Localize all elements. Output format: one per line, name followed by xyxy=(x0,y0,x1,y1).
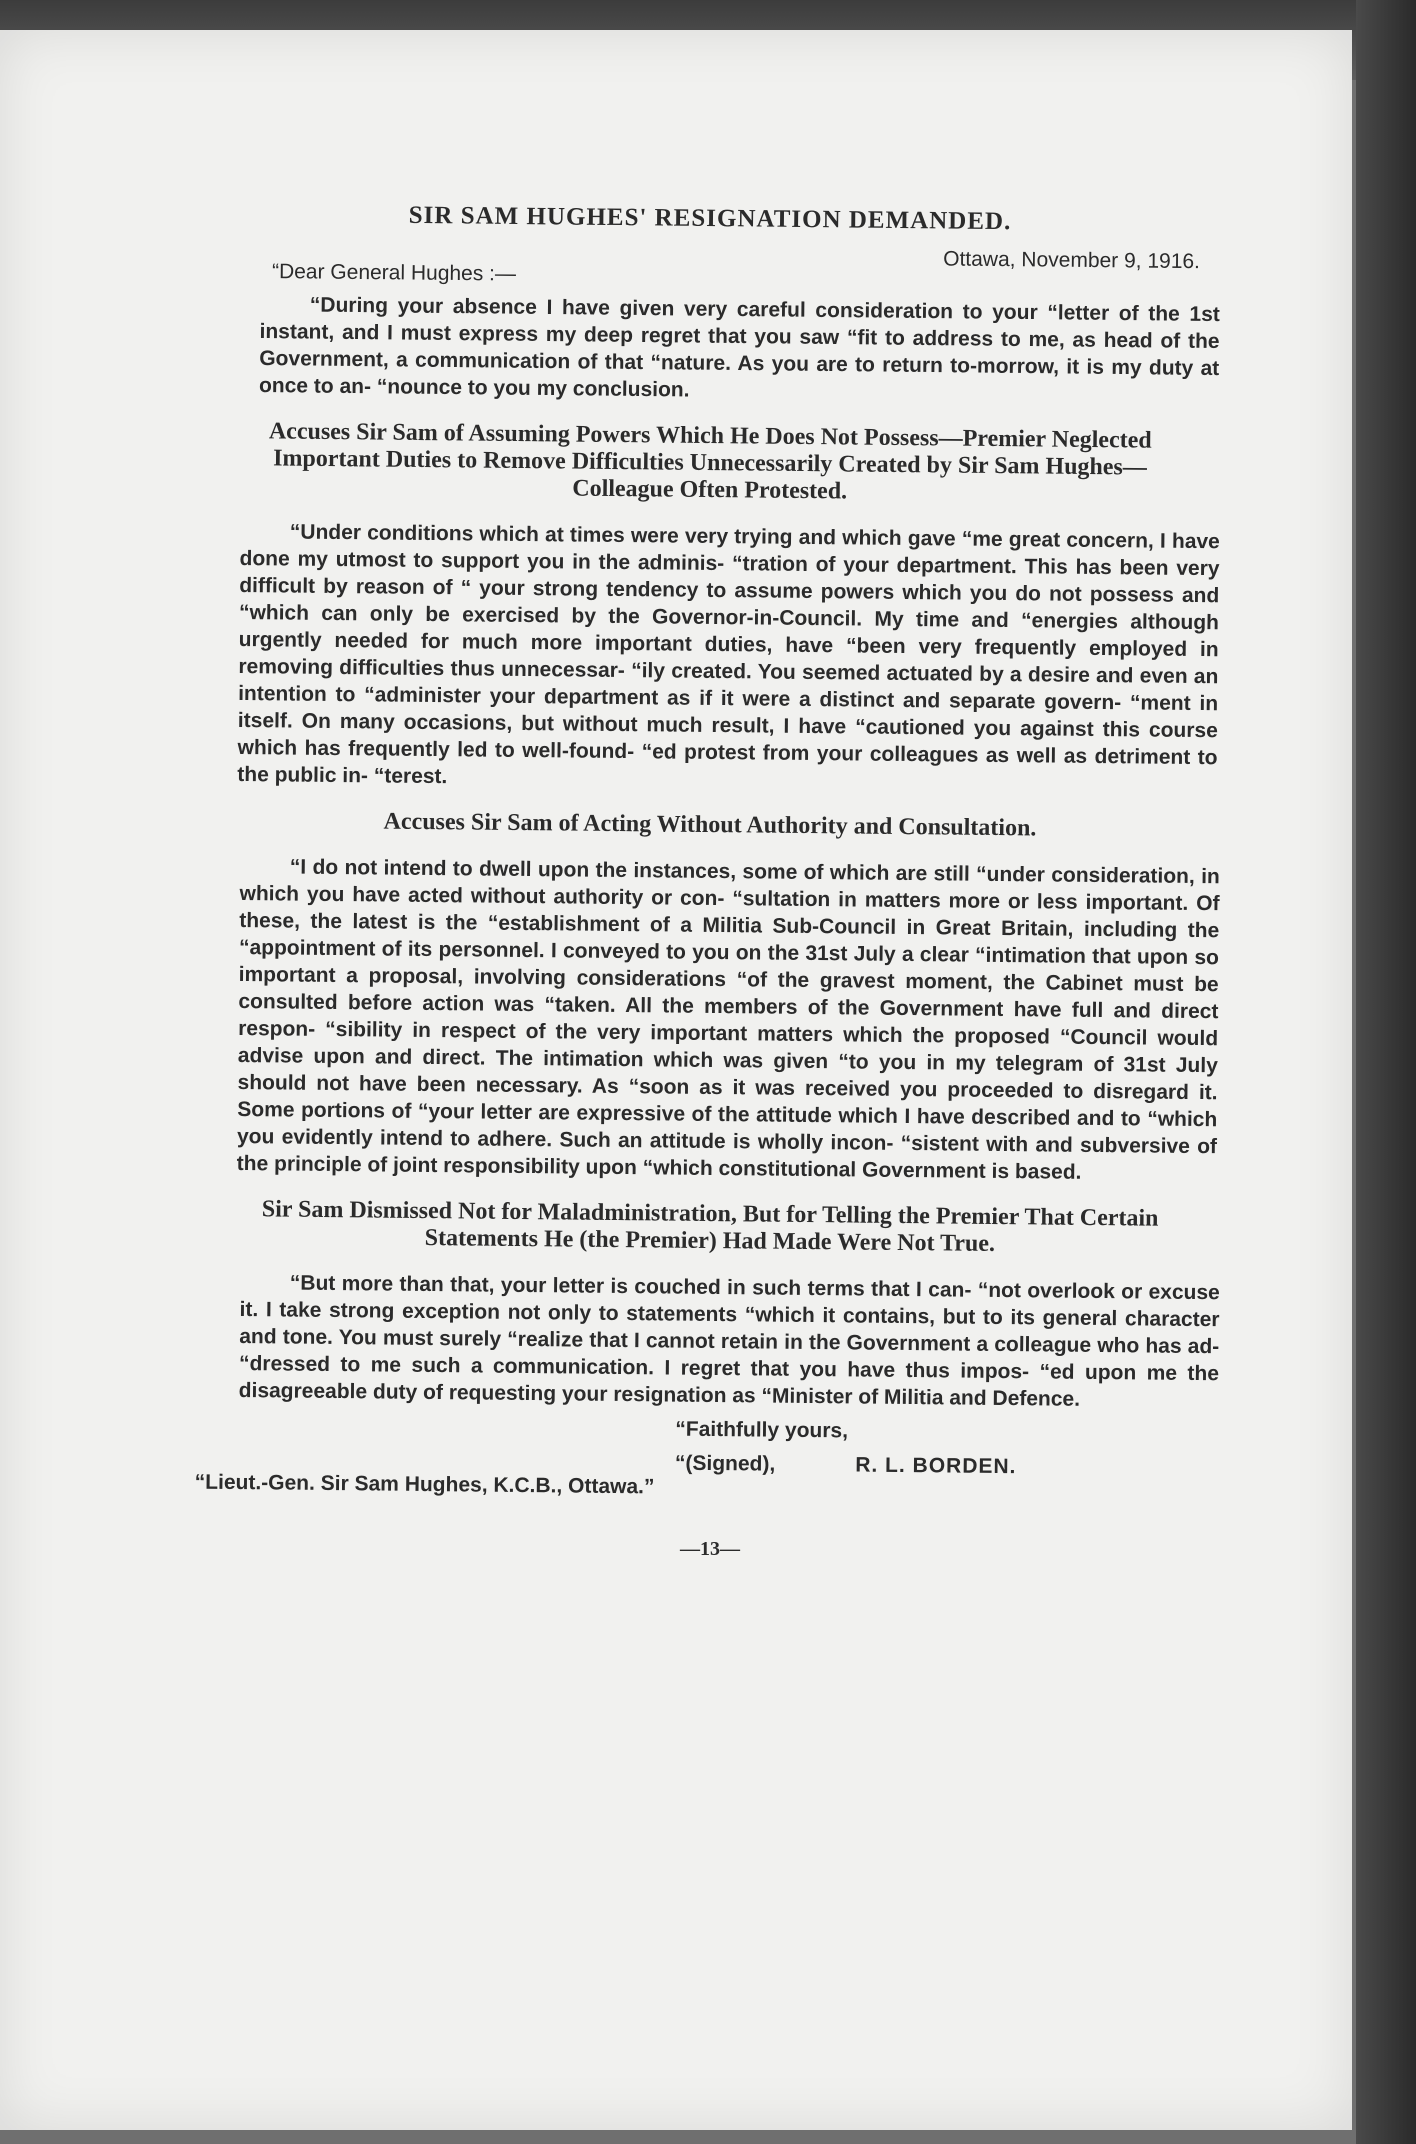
salutation: “Dear General Hughes :— xyxy=(271,260,517,286)
faithfully-yours: “Faithfully yours, xyxy=(675,1417,849,1443)
signed-label: “(Signed), xyxy=(674,1451,776,1476)
dateline: Ottawa, November 9, 1916. xyxy=(943,247,1201,274)
subhead-3: Sir Sam Dismissed Not for Maladministration, But for Telling the Premier That Certain Statements He (the Premier) Had Made Were Not True. xyxy=(261,1196,1159,1257)
letter-closing xyxy=(194,1413,1221,1506)
document-title: SIR SAM HUGHES' RESIGNATION DEMANDED. xyxy=(408,201,1012,236)
signer-name: R. L. BORDEN. xyxy=(855,1453,1017,1479)
paragraph-1: “During your absence I have given very careful consideration to your “letter of the 1st instant, and I must express my deep regret that you saw “fit to address to me, as head of the Government, a communication of that “nature. As you are to return to-morrow, it is my duty at once to an- “nounce to you my conclusion. xyxy=(258,293,1220,402)
subhead-2: Accuses Sir Sam of Acting Without Authority and Consultation. xyxy=(383,808,1037,842)
addressee: “Lieut.-Gen. Sir Sam Hughes, K.C.B., Ottawa.” xyxy=(194,1470,655,1499)
document-page xyxy=(0,30,1352,2130)
paragraph-4: “But more than that, your letter is couched in such terms that I can- “not overlook or excuse it. I take strong exception not only to statements “which it contains, but to its general character and tone. You must surely “realize that I cannot retain in the Government a colleague who has ad- “dressed to me such a communication. I regret that you have thus impos- “ed upon me the disagreeable duty of requesting your resignation as “Minister of Militia and Defence. xyxy=(238,1271,1220,1411)
letter-text-block xyxy=(194,201,1220,1561)
subhead-1: Accuses Sir Sam of Assuming Powers Which He Does Not Possess—Premier Neglected Important Duties to Remove Difficulties Unnecessarily Created by Sir Sam Hughes—Colleague Often Protested. xyxy=(268,418,1152,505)
paragraph-2: “Under conditions which at times were very trying and which gave “me great concern, I have done my utmost to support you in the adminis- “tration of your department. This has been very difficult by reason of “ your strong tendency to assume powers which you do not possess and “which can only be exercised by the Governor-in-Council. My time and “energies although urgently needed for much more important duties, have “been very frequently employed in removing difficulties thus unnecessar- “ily created. You seemed actuated by a desire and even an intention to “administer your department as if it were a distinct and separate govern- “ment in itself. On many occasions, but without much result, I have “cautioned you against this course which has frequently led to well-found- “ed protest from your colleagues as well as detriment to the public in- “terest. xyxy=(237,520,1220,789)
page-number: —13— xyxy=(680,1538,740,1560)
paragraph-3: “I do not intend to dwell upon the instances, some of which are still “under consideration, in which you have acted without authority or con- “sultation in matters more or less important. Of these, the latest is the “establishment of a Militia Sub-Council in Great Britain, including the “appointment of its personnel. I conveyed to you on the 31st July a clear “intimation that upon so important a proposal, involving considerations “of the gravest moment, the Cabinet must be consulted before action was “taken. All the members of the Government have full and direct respon- “sibility in respect of the very important matters which the proposed “Council would advise upon and direct. The intimation which was given “to you in my telegram of 31st July should not have been necessary. As “soon as it was received you proceeded to disregard it. Some portions of “your letter are expressive of the attitude which I have described and to “which you evidently intend to adhere. Such an attitude is wholly incon- “sistent with and subversive of the principle of joint responsibility upon “which constitutional Government is based. xyxy=(236,855,1220,1184)
scan-background-right xyxy=(1356,0,1416,2144)
